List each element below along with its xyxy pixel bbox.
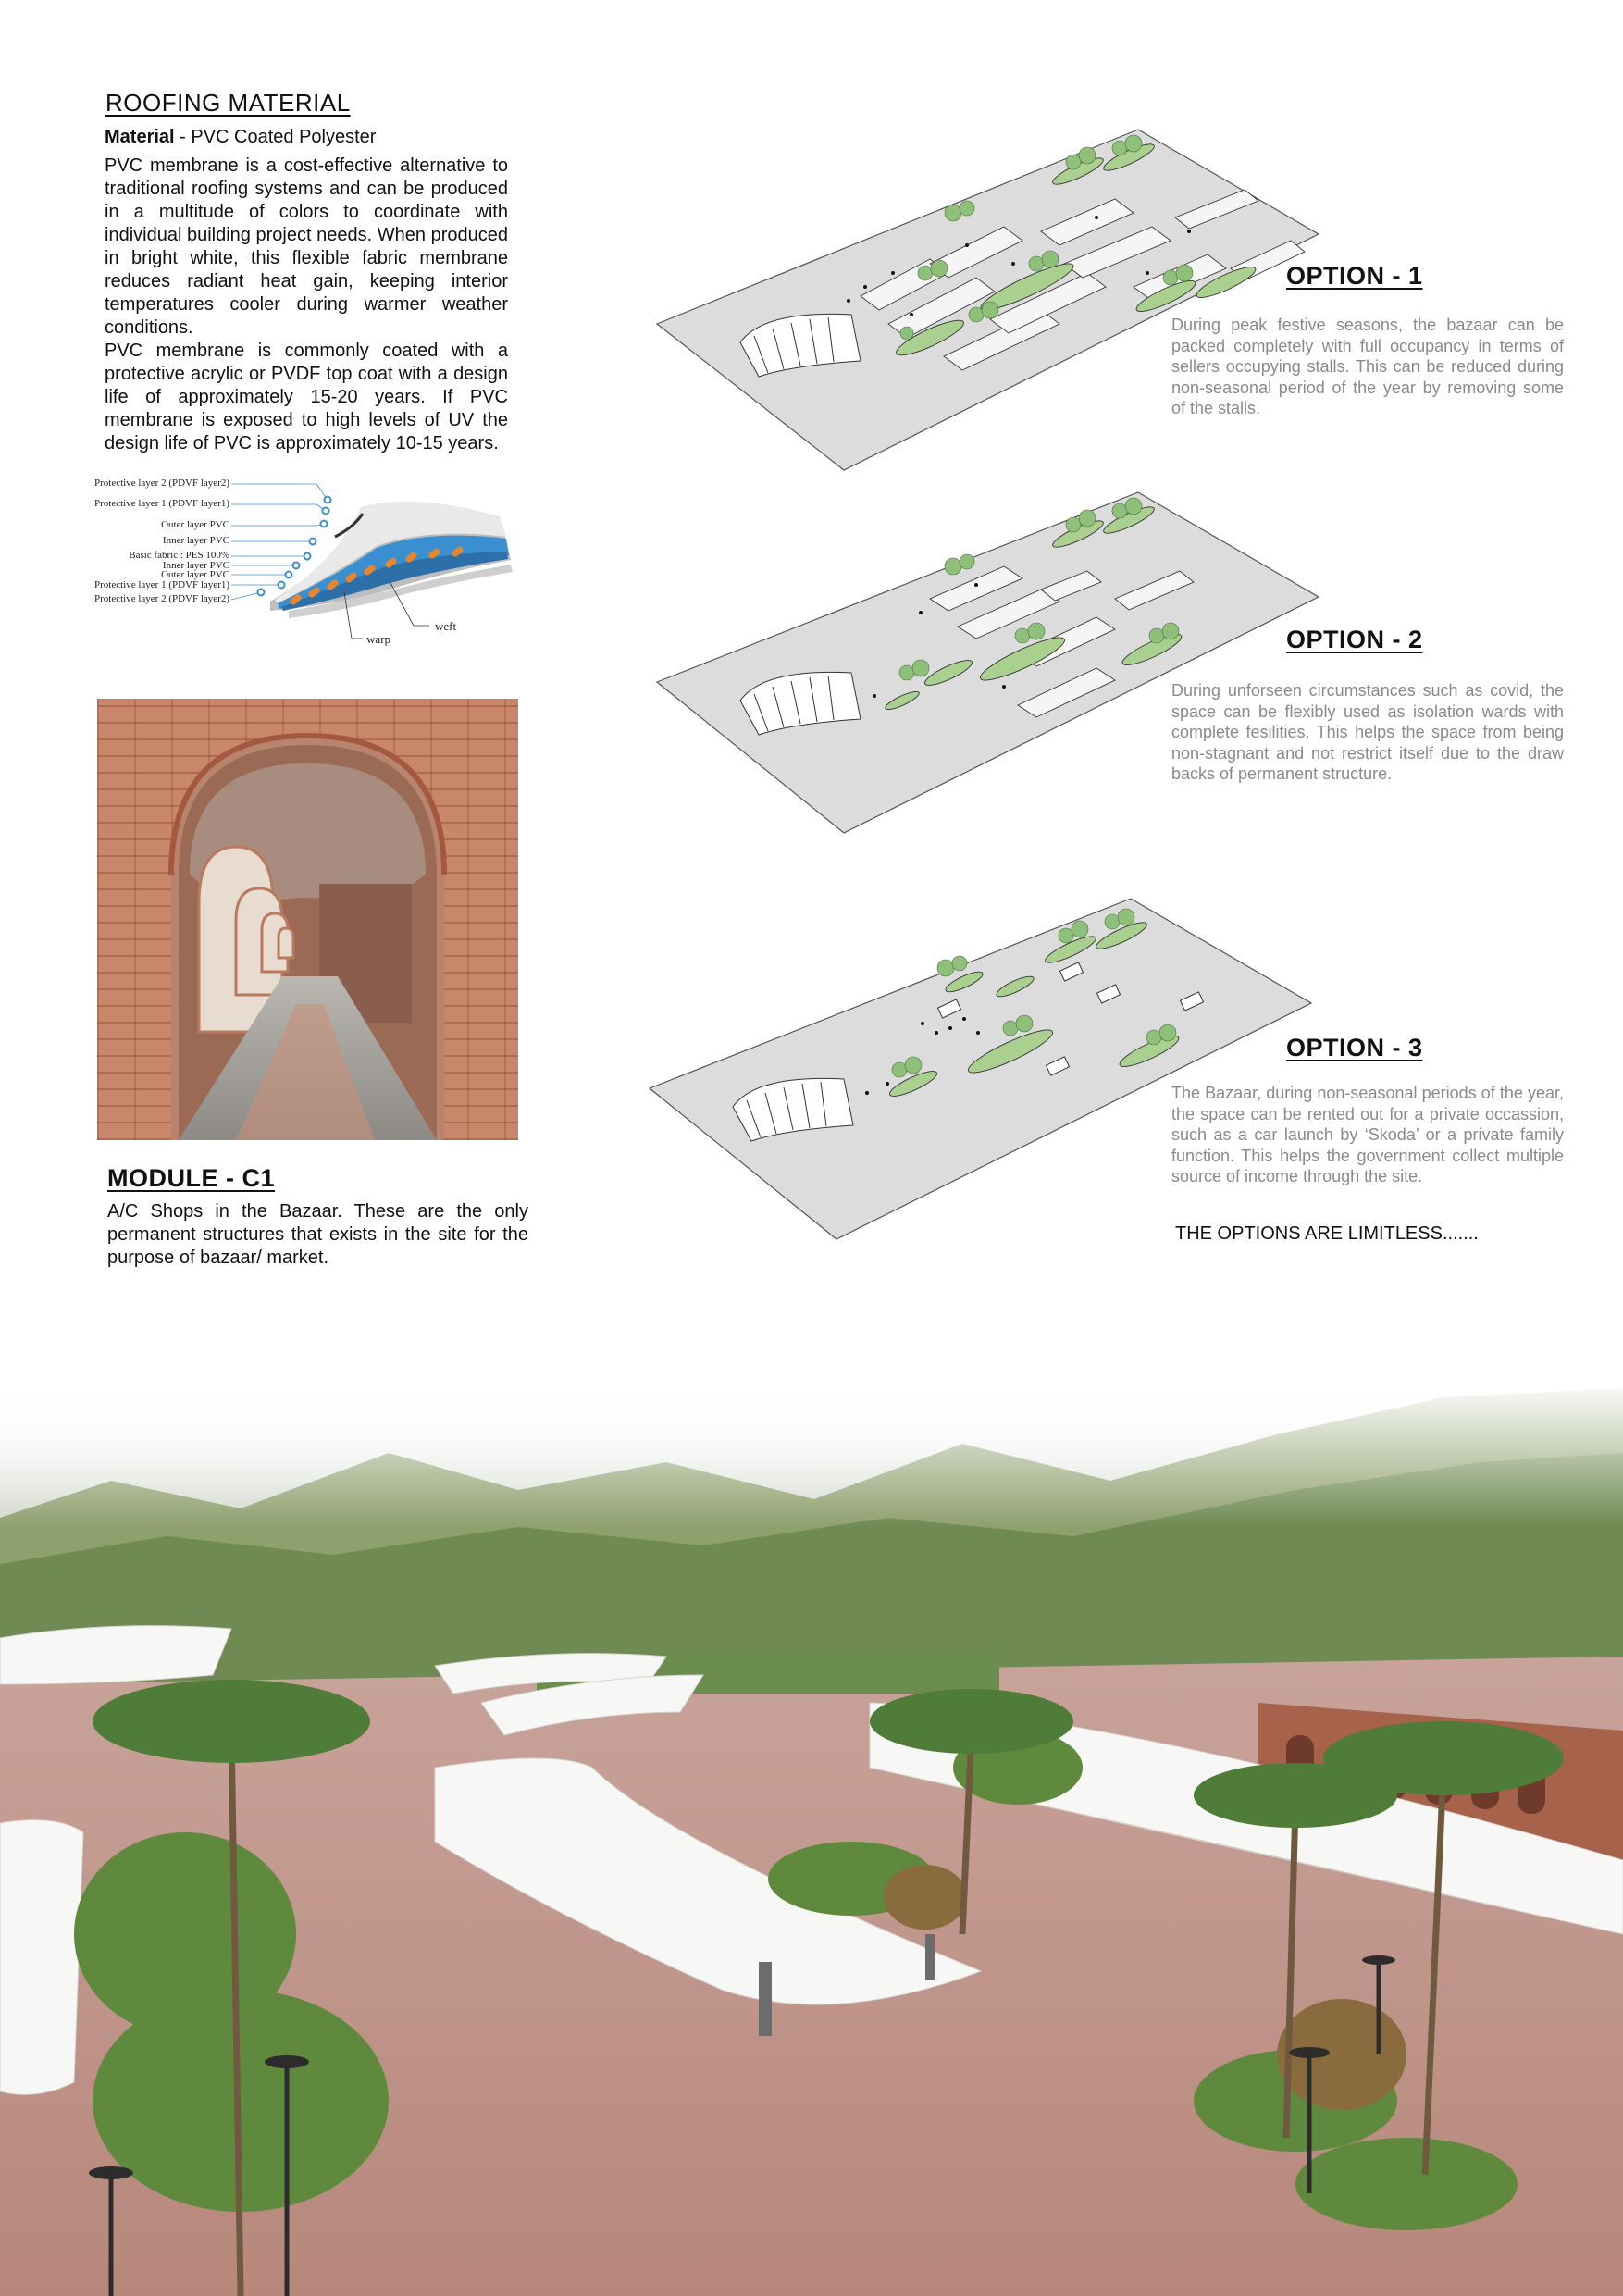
module-description: A/C Shops in the Bazaar. These are the only permanent structures that exists in the site for the purpose of bazaar/ market.	[107, 1201, 528, 1268]
layer-label: Outer layer PVC	[161, 519, 229, 530]
option-3-title: OPTION - 3	[1286, 1034, 1423, 1061]
roofing-paragraph-1: PVC membrane is a cost-effective alternative to traditional roofing systems and can be produced in a multitude of colors to coordinate with individual building project needs. When produced in bright white, this flexible fabric membrane reduces radiant heat gain, keeping interior temperatures cooler during warmer weather conditions.	[105, 155, 508, 338]
layer-label: Inner layer PVC	[162, 535, 229, 546]
closing-statement: THE OPTIONS ARE LIMITLESS.......	[1175, 1223, 1479, 1244]
bazaar-render	[0, 1379, 1623, 2296]
option-2-plan	[652, 488, 1323, 839]
bazaar-scene	[0, 1379, 1623, 2296]
layer-label: Inner layer PVC	[162, 560, 229, 571]
layer-label: Protective layer 2 (PDVF layer2)	[93, 478, 229, 489]
module-c1-render	[97, 699, 518, 1140]
layer-label: Protective layer 1 (PDVF layer1)	[93, 579, 229, 590]
layer-label: Protective layer 1 (PDVF layer1)	[93, 498, 229, 509]
weft-label: weft	[435, 619, 457, 633]
option-1-title: OPTION - 1	[1286, 262, 1423, 290]
option-2-text: During unforseen circumstances such as covid, the space can be flexibly used as isolation wards with complete fesilities. This helps the space from being non-stagnant and not restrict itself due to the draw backs of permanent structure.	[1171, 681, 1564, 783]
roofing-title: ROOFING MATERIAL	[105, 89, 351, 117]
arch-illustration	[97, 699, 518, 1140]
pvc-layers-illustration	[224, 472, 529, 652]
material-line	[105, 127, 376, 148]
option-1-text: During peak festive seasons, the bazaar can be packed completely with full occupancy in terms of sellers occupying stalls. This can be reduced during non-seasonal period of the year by removing some of the stalls.	[1171, 316, 1564, 417]
layer-label: Basic fabric : PES 100%	[129, 550, 229, 561]
option-2-title: OPTION - 2	[1286, 626, 1423, 653]
option-1-plan	[652, 125, 1323, 477]
option-3-text: The Bazaar, during non-seasonal periods of the year, the space can be rented out for a private occassion, such as a car launch by ‘Skoda’ or a private family function. This helps the government collect multiple source of income through the site.	[1171, 1084, 1564, 1185]
material-value: - PVC Coated Polyester	[174, 127, 377, 147]
warp-label: warp	[366, 632, 390, 646]
layer-label: Protective layer 2 (PDVF layer2)	[93, 593, 229, 604]
material-label: Material	[105, 127, 175, 147]
pvc-layer-diagram	[85, 472, 529, 652]
module-title: MODULE - C1	[107, 1164, 275, 1192]
layer-label: Outer layer PVC	[161, 569, 229, 580]
option-3-plan	[645, 894, 1316, 1246]
roofing-paragraph-2: PVC membrane is commonly coated with a protective acrylic or PVDF top coat with a design life of approximately 15-20 years. If PVC membrane is exposed to high levels of UV the design life of PVC is approximately 10-15 years.	[105, 341, 508, 453]
